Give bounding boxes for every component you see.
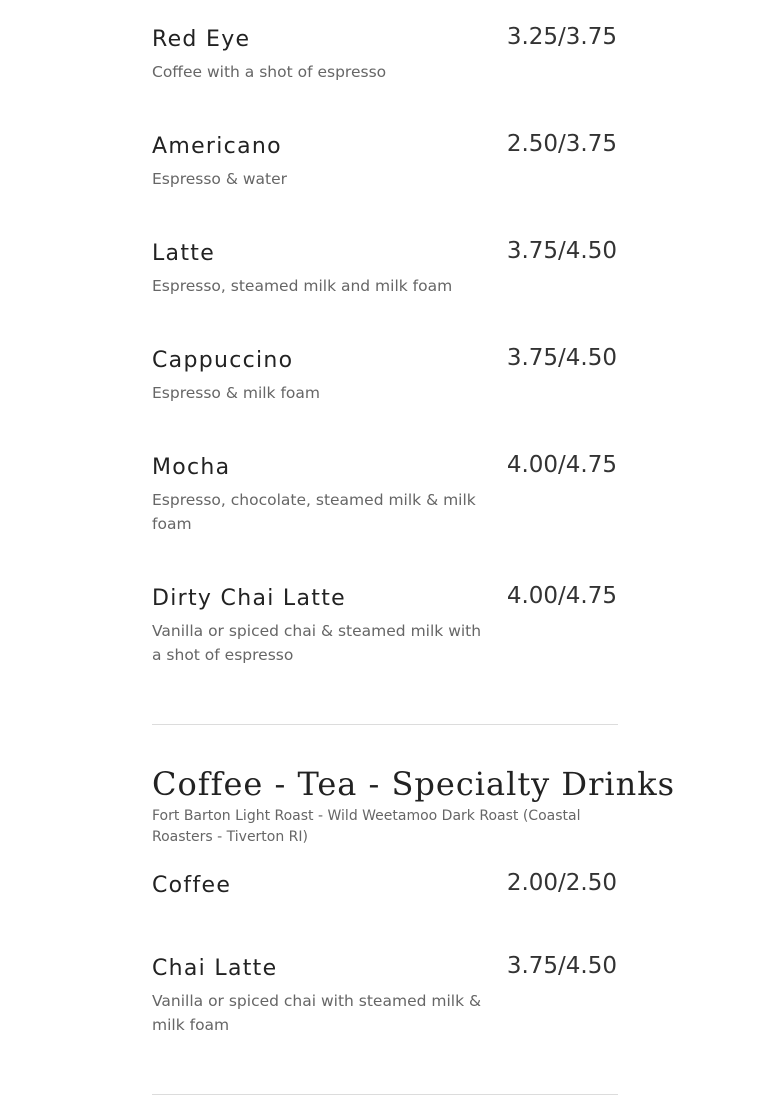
item-name: Chai Latte [152,956,278,981]
item-price: 2.00/2.50 [506,870,617,896]
item-description: Vanilla or spiced chai with steamed milk & milk foam [152,992,482,1034]
item-description: Espresso & water [152,170,288,188]
item-price: 2.50/3.75 [506,131,617,157]
item-price: 4.00/4.75 [506,452,617,478]
item-price: 4.00/4.75 [506,583,617,609]
section-divider [152,724,618,725]
item-name: Mocha [152,455,231,480]
item-price: 3.25/3.75 [506,24,617,50]
item-price: 3.75/4.50 [506,238,617,264]
item-price: 3.75/4.50 [506,953,617,979]
item-name: Americano [152,134,282,159]
item-description: Espresso, chocolate, steamed milk & milk foam [152,491,476,533]
item-description: Espresso & milk foam [152,384,321,402]
item-description: Espresso, steamed milk and milk foam [152,277,453,295]
section-title: Coffee - Tea - Specialty Drinks [152,765,676,803]
item-name: Cappuccino [152,348,294,373]
item-name: Dirty Chai Latte [152,586,346,611]
item-description: Coffee with a shot of espresso [152,63,387,81]
item-name: Latte [152,241,216,266]
item-name: Coffee [152,873,232,898]
item-description: Vanilla or spiced chai & steamed milk with a shot of espresso [152,622,482,664]
item-name: Red Eye [152,27,251,52]
section-subtitle: Fort Barton Light Roast - Wild Weetamoo Dark Roast (Coastal Roasters - Tiverton RI) [152,808,581,845]
item-price: 3.75/4.50 [506,345,617,371]
section-divider [152,1094,618,1095]
